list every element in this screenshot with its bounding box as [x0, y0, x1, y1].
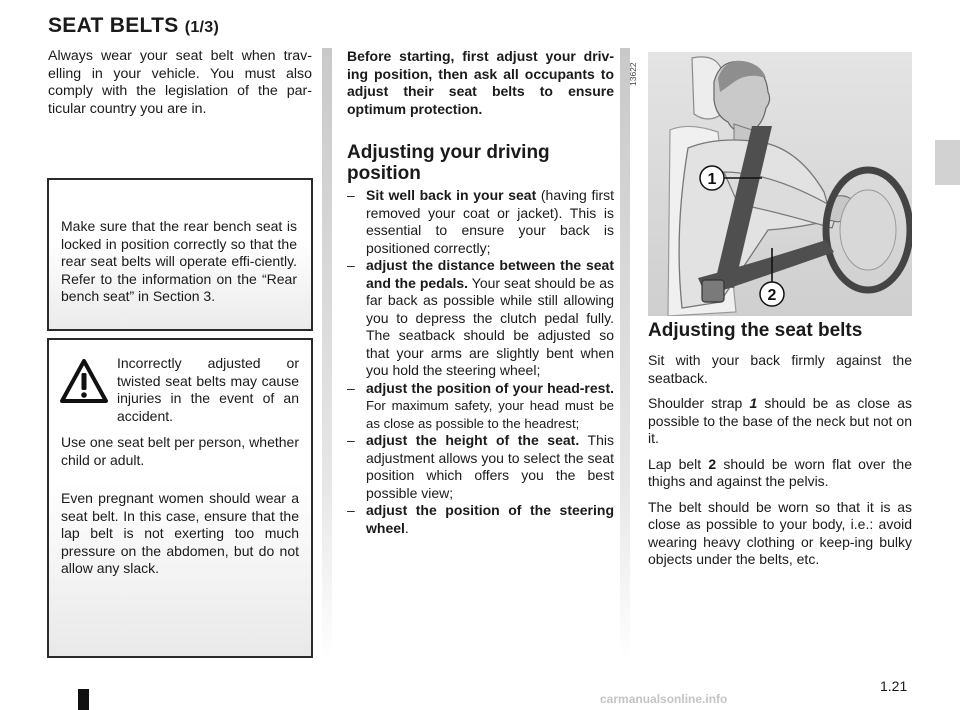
list-item: – adjust the position of your head-rest. For maximum safety, your head must be as close as possible to the headrest;	[347, 379, 614, 431]
watermark: carmanualsonline.info	[600, 692, 728, 706]
note-box	[47, 178, 313, 331]
middle-column	[347, 48, 614, 537]
warning-triangle-icon	[59, 358, 109, 404]
right-column	[648, 320, 912, 577]
column-divider-left	[322, 48, 332, 660]
section-tab	[935, 140, 960, 185]
callout-2	[760, 282, 784, 306]
warning-paragraph-2: Use one seat belt per person, whether child or adult.	[61, 434, 299, 468]
right-paragraph-1: Sit with your back firmly against the seatback.	[648, 352, 912, 386]
warning-lead: Incorrectly adjusted or twisted seat belts may cause injuries in the event of an accident.	[117, 355, 299, 424]
list-item: – adjust the height of the seat. This adjustment allows you to select the seat position which offers you the best possible view;	[347, 432, 614, 501]
title-text: SEAT BELTS	[48, 14, 179, 37]
list-item: – Sit well back in your seat (having first removed your coat or jacket). This is essential to ensure your back is positioned correctly;	[347, 187, 614, 256]
page-title	[48, 14, 219, 38]
list-item: – adjust the distance between the seat and the pedals. Your seat should be as far back as possible while still allowing you to depress the clutch pedal fully. The seatback should be adjusted so that your arms are slightly bent when you hold the steering wheel;	[347, 257, 614, 378]
list-item: – adjust the position of the steering wheel.	[347, 502, 614, 536]
column-divider-right	[620, 48, 630, 660]
page-number: 1.21	[880, 678, 908, 694]
right-paragraph-2: Shoulder strap 1 should be as close as possible to the base of the neck but not on it.	[648, 395, 912, 446]
middle-intro: Before starting, first adjust your driv-ing position, then ask all occupants to adjust their seat belts to ensure optimum protection.	[347, 48, 614, 117]
left-intro: Always wear your seat belt when trav-elling in your vehicle. You must also comply with the legislation of the par-ticular country you are in.	[48, 48, 312, 117]
warning-paragraph-3: Even pregnant women should wear a seat belt. In this case, ensure that the lap belt is not exerting too much pressure on the abdomen, but do not allow any slack.	[61, 490, 299, 576]
driving-position-list	[347, 187, 614, 537]
callout-1-label: 1	[707, 171, 717, 188]
right-paragraph-3: Lap belt 2 should be worn flat over the thighs and against the pelvis.	[648, 455, 912, 489]
driving-position-heading: Adjusting your driving position	[347, 142, 550, 184]
seat-belt-illustration	[648, 52, 912, 316]
callout-1	[700, 166, 724, 190]
right-paragraph-4: The belt should be worn so that it is as close as possible to your body, i.e.: avoid wearing heavy clothing or keep-ing bulky objects under the belts, etc.	[648, 498, 912, 567]
corner-mark	[78, 689, 89, 710]
title-part: (1/3)	[184, 19, 220, 36]
seat-belts-heading: Adjusting the seat belts	[648, 320, 863, 341]
callout-2-label: 2	[767, 287, 777, 304]
note-text: Make sure that the rear bench seat is locked in position correctly so that the rear seat belts will operate effi-ciently. Refer to the information on the “Rear bench seat” in Section 3.	[61, 218, 297, 304]
warning-box	[47, 338, 313, 658]
figure-number: 13622	[628, 62, 638, 86]
